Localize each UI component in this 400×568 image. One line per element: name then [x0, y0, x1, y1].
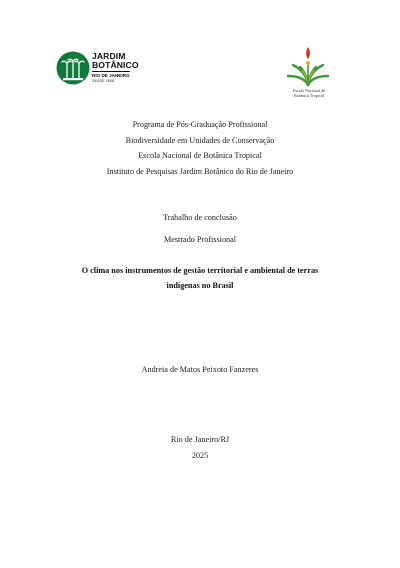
degree: Mestrado Profissional: [163, 235, 237, 244]
jardim-botanico-logo: [56, 51, 146, 87]
year: 2025: [191, 450, 209, 460]
logo-subtitle: RIO DE JANEIRO: [92, 72, 130, 78]
school-line: Escola Nacional de Botânica Tropical: [138, 151, 262, 160]
logo-motto: DESDE 1808: [92, 78, 115, 83]
enbt-plant-icon: [283, 45, 333, 89]
imprint: [0, 432, 400, 463]
work-info: [0, 210, 400, 226]
degree-info: [0, 232, 400, 248]
thesis-title: [0, 264, 400, 293]
author: [0, 362, 400, 378]
institute-line: Instituto de Pesquisas Jardim Botânico do Rio de Janeiro: [106, 166, 294, 176]
jardim-botanico-wordmark: [92, 52, 152, 83]
author-name: Andreia de Matos Peixoto Fanzeres: [141, 365, 259, 374]
work-type: Trabalho de conclusão: [163, 213, 237, 222]
logo-name-line2: BOTÂNICO: [92, 60, 139, 70]
logo-name-line1: JARDIM: [92, 51, 126, 61]
enbt-caption-line2: Botânica Tropical: [294, 92, 324, 98]
course-line: Biodiversidade em Unidades de Conservação: [125, 135, 275, 145]
title-line2: indígenas no Brasil: [166, 280, 234, 290]
enbt-caption-line1: Escola Nacional de: [292, 88, 326, 93]
institution-header: [0, 117, 400, 179]
title-line1: O clima nos instrumentos de gestão territorial e ambiental de terras: [81, 266, 319, 275]
enbt-caption: [279, 89, 339, 99]
jardim-botanico-emblem-icon: [56, 51, 90, 85]
program-line: Programa de Pós-Graduação Profissional: [132, 120, 268, 129]
enbt-logo: [279, 45, 339, 103]
place: Rio de Janeiro/RJ: [170, 435, 230, 444]
